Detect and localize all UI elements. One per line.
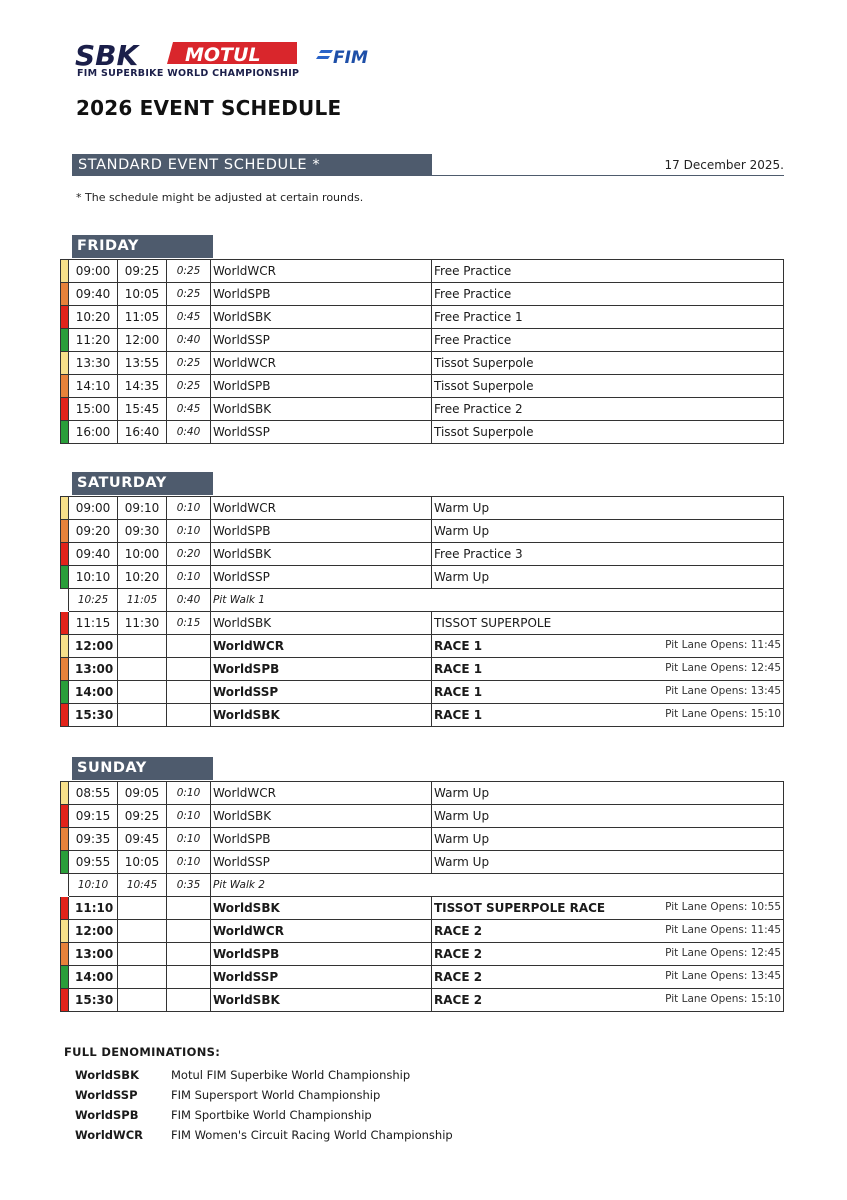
end-time: 12:00 [118,329,167,352]
session-name: RACE 1 [434,639,483,653]
session-name: Free Practice 3 [434,547,523,561]
start-time: 13:30 [69,352,118,375]
duration: 0:10 [167,828,211,851]
session-cell [432,897,784,920]
denomination-full: FIM Supersport World Championship [171,1088,381,1102]
end-time [118,920,167,943]
duration [167,920,211,943]
schedule-row [61,589,784,612]
session-cell [432,283,784,306]
duration [167,943,211,966]
start-time: 13:00 [69,943,118,966]
schedule-row [61,782,784,805]
document-date: 17 December 2025. [664,158,784,172]
session-cell [432,543,784,566]
start-time: 10:25 [69,589,118,612]
championship: WorldSSP [211,966,432,989]
full-denominations [64,1045,453,1145]
day-header-sunday: SUNDAY [72,757,213,780]
session-name: Warm Up [434,786,490,800]
championship-color-swatch [61,398,69,421]
duration: 0:25 [167,283,211,306]
duration: 0:10 [167,782,211,805]
championship: WorldSBK [211,612,432,635]
denomination-row [64,1085,453,1105]
schedule-row [61,497,784,520]
championship: WorldSPB [211,658,432,681]
schedule-row [61,704,784,727]
schedule-row [61,851,784,874]
denomination-row [64,1065,453,1085]
denomination-row [64,1105,453,1125]
banner-rule [72,175,784,176]
pit-lane-opens: Pit Lane Opens: 15:10 [665,993,781,1005]
end-time: 10:45 [118,874,167,897]
schedule-row [61,283,784,306]
session-name: RACE 2 [434,924,483,938]
start-time: 14:10 [69,375,118,398]
championship: WorldWCR [211,635,432,658]
session-name: Warm Up [434,570,490,584]
duration: 0:35 [167,874,211,897]
championship: WorldWCR [211,352,432,375]
session-name: Warm Up [434,832,490,846]
schedule-row [61,375,784,398]
schedule-row [61,329,784,352]
schedule-row [61,805,784,828]
championship: WorldSPB [211,520,432,543]
championship-color-swatch [61,681,69,704]
end-time [118,704,167,727]
duration [167,658,211,681]
session-name: RACE 2 [434,947,483,961]
session-cell [432,260,784,283]
start-time: 13:00 [69,658,118,681]
end-time: 09:45 [118,828,167,851]
schedule-row [61,681,784,704]
start-time: 09:55 [69,851,118,874]
duration [167,704,211,727]
logo-subtitle: FIM SUPERBIKE WORLD CHAMPIONSHIP [77,68,300,79]
session-cell [432,566,784,589]
championship-color-swatch [61,612,69,635]
championship: WorldSSP [211,329,432,352]
session-name: Free Practice 2 [434,402,523,416]
denomination-row [64,1125,453,1145]
session-cell [432,352,784,375]
session-cell [432,989,784,1012]
championship: WorldSSP [211,566,432,589]
start-time: 10:20 [69,306,118,329]
end-time: 09:25 [118,260,167,283]
championship-color-swatch [61,375,69,398]
championship: WorldSSP [211,681,432,704]
end-time: 16:40 [118,421,167,444]
denomination-abbr: WorldWCR [75,1128,144,1142]
denomination-abbr: WorldSBK [75,1068,139,1082]
start-time: 09:00 [69,497,118,520]
session-cell [432,497,784,520]
schedule-row [61,920,784,943]
duration [167,966,211,989]
logo-fim-text: FIM [333,48,368,68]
end-time: 13:55 [118,352,167,375]
session-name: Warm Up [434,855,490,869]
schedule-row [61,421,784,444]
session-cell [432,943,784,966]
championship: WorldSBK [211,805,432,828]
duration [167,635,211,658]
start-time: 11:15 [69,612,118,635]
start-time: 15:30 [69,704,118,727]
championship: WorldWCR [211,260,432,283]
session-name: RACE 1 [434,685,483,699]
session-cell [432,681,784,704]
pit-lane-opens: Pit Lane Opens: 11:45 [665,924,781,936]
schedule-row [61,874,784,897]
session-cell [432,920,784,943]
duration: 0:10 [167,566,211,589]
logo-sbk-text: SBK [75,40,139,70]
championship-color-swatch [61,260,69,283]
championship-color-swatch [61,635,69,658]
start-time: 09:40 [69,543,118,566]
end-time [118,635,167,658]
end-time: 15:45 [118,398,167,421]
session-name: Free Practice 1 [434,310,523,324]
friday-rows [61,260,784,444]
championship: WorldSBK [211,543,432,566]
start-time: 11:20 [69,329,118,352]
pit-lane-opens: Pit Lane Opens: 11:45 [665,639,781,651]
session-name: Free Practice [434,333,512,347]
denomination-abbr: WorldSSP [75,1088,138,1102]
start-time: 08:55 [69,782,118,805]
duration [167,989,211,1012]
championship: Pit Walk 1 [211,589,784,612]
session-cell [432,398,784,421]
championship: WorldSBK [211,398,432,421]
session-cell [432,704,784,727]
pit-lane-opens: Pit Lane Opens: 12:45 [665,947,781,959]
session-name: RACE 1 [434,662,483,676]
sbk-logo-graphic [75,40,375,70]
session-name: TISSOT SUPERPOLE [434,616,552,630]
saturday-rows [61,497,784,727]
championship: WorldSBK [211,306,432,329]
schedule-row [61,897,784,920]
championship-color-swatch [61,805,69,828]
championship-color-swatch [61,704,69,727]
session-cell [432,828,784,851]
duration: 0:40 [167,421,211,444]
championship: WorldSPB [211,375,432,398]
session-name: Warm Up [434,809,490,823]
end-time: 11:05 [118,589,167,612]
session-cell [432,329,784,352]
duration: 0:45 [167,306,211,329]
end-time [118,966,167,989]
duration: 0:25 [167,375,211,398]
schedule-row [61,828,784,851]
championship: Pit Walk 2 [211,874,784,897]
schedule-row [61,306,784,329]
end-time [118,943,167,966]
championship-color-swatch [61,943,69,966]
championship: WorldSPB [211,283,432,306]
session-name: RACE 2 [434,970,483,984]
duration: 0:45 [167,398,211,421]
championship-color-swatch [61,874,69,897]
schedule-row [61,398,784,421]
start-time: 09:35 [69,828,118,851]
schedule-row [61,943,784,966]
championship-color-swatch [61,306,69,329]
start-time: 10:10 [69,566,118,589]
schedule-row [61,260,784,283]
end-time: 11:05 [118,306,167,329]
session-cell [432,966,784,989]
start-time: 15:00 [69,398,118,421]
start-time: 15:30 [69,989,118,1012]
session-cell [432,375,784,398]
pit-lane-opens: Pit Lane Opens: 10:55 [665,901,781,913]
duration [167,681,211,704]
session-cell [432,782,784,805]
pit-lane-opens: Pit Lane Opens: 13:45 [665,685,781,697]
duration: 0:40 [167,329,211,352]
page-title: 2026 EVENT SCHEDULE [76,96,342,120]
end-time: 09:10 [118,497,167,520]
denomination-abbr: WorldSPB [75,1108,139,1122]
session-name: Tissot Superpole [434,356,534,370]
denomination-full: FIM Women's Circuit Racing World Championship [171,1128,453,1142]
session-name: Warm Up [434,524,490,538]
end-time: 10:05 [118,283,167,306]
end-time: 09:25 [118,805,167,828]
duration [167,897,211,920]
duration: 0:20 [167,543,211,566]
championship: WorldSBK [211,989,432,1012]
schedule-row [61,966,784,989]
session-name: Free Practice [434,264,512,278]
pit-lane-opens: Pit Lane Opens: 13:45 [665,970,781,982]
end-time [118,681,167,704]
schedule-row [61,658,784,681]
championship-color-swatch [61,966,69,989]
duration: 0:10 [167,520,211,543]
fim-wing-icon [316,50,333,59]
session-cell [432,306,784,329]
championship: WorldSPB [211,828,432,851]
session-cell [432,612,784,635]
duration: 0:25 [167,260,211,283]
start-time: 12:00 [69,920,118,943]
championship-color-swatch [61,828,69,851]
schedule-table-sunday [60,781,784,1012]
denomination-full: FIM Sportbike World Championship [171,1108,372,1122]
championship-color-swatch [61,566,69,589]
denominations-title: FULL DENOMINATIONS: [64,1045,221,1059]
championship: WorldSSP [211,851,432,874]
end-time: 10:20 [118,566,167,589]
championship-color-swatch [61,352,69,375]
end-time [118,989,167,1012]
schedule-row [61,520,784,543]
start-time: 09:15 [69,805,118,828]
schedule-table-friday [60,259,784,444]
championship-color-swatch [61,920,69,943]
session-cell [432,635,784,658]
duration: 0:10 [167,851,211,874]
logo-motul-text: MOTUL [185,44,261,66]
championship: WorldSBK [211,897,432,920]
schedule-row [61,635,784,658]
schedule-note: * The schedule might be adjusted at certain rounds. [76,191,364,204]
duration: 0:10 [167,497,211,520]
schedule-row [61,989,784,1012]
sbk-motul-fim-logo [75,40,375,82]
end-time: 14:35 [118,375,167,398]
championship: WorldSSP [211,421,432,444]
start-time: 11:10 [69,897,118,920]
end-time [118,658,167,681]
championship-color-swatch [61,283,69,306]
championship: WorldSPB [211,943,432,966]
schedule-table-saturday [60,496,784,727]
end-time: 10:05 [118,851,167,874]
championship: WorldWCR [211,782,432,805]
championship: WorldWCR [211,497,432,520]
start-time: 09:20 [69,520,118,543]
session-name: Warm Up [434,501,490,515]
start-time: 10:10 [69,874,118,897]
day-header-friday: FRIDAY [72,235,213,258]
session-name: RACE 2 [434,993,483,1007]
duration: 0:25 [167,352,211,375]
denomination-full: Motul FIM Superbike World Championship [171,1068,411,1082]
championship-color-swatch [61,897,69,920]
championship-color-swatch [61,421,69,444]
start-time: 09:40 [69,283,118,306]
session-name: RACE 1 [434,708,483,722]
championship-color-swatch [61,851,69,874]
championship-color-swatch [61,497,69,520]
session-cell [432,658,784,681]
end-time: 09:30 [118,520,167,543]
pit-lane-opens: Pit Lane Opens: 12:45 [665,662,781,674]
session-name: Free Practice [434,287,512,301]
schedule-row [61,543,784,566]
championship: WorldSBK [211,704,432,727]
day-header-saturday: SATURDAY [72,472,213,495]
duration: 0:10 [167,805,211,828]
championship-color-swatch [61,782,69,805]
start-time: 14:00 [69,681,118,704]
session-cell [432,851,784,874]
sunday-rows [61,782,784,1012]
start-time: 09:00 [69,260,118,283]
start-time: 14:00 [69,966,118,989]
end-time [118,897,167,920]
championship-color-swatch [61,658,69,681]
duration: 0:40 [167,589,211,612]
start-time: 12:00 [69,635,118,658]
duration: 0:15 [167,612,211,635]
end-time: 10:00 [118,543,167,566]
session-cell [432,421,784,444]
championship-color-swatch [61,329,69,352]
end-time: 09:05 [118,782,167,805]
championship: WorldWCR [211,920,432,943]
end-time: 11:30 [118,612,167,635]
championship-color-swatch [61,589,69,612]
session-cell [432,520,784,543]
session-name: Tissot Superpole [434,379,534,393]
championship-color-swatch [61,543,69,566]
championship-color-swatch [61,520,69,543]
pit-lane-opens: Pit Lane Opens: 15:10 [665,708,781,720]
schedule-row [61,352,784,375]
schedule-row [61,612,784,635]
championship-color-swatch [61,989,69,1012]
session-name: TISSOT SUPERPOLE RACE [434,901,606,915]
session-name: Tissot Superpole [434,425,534,439]
session-cell [432,805,784,828]
start-time: 16:00 [69,421,118,444]
schedule-banner: STANDARD EVENT SCHEDULE * [72,154,432,176]
schedule-row [61,566,784,589]
